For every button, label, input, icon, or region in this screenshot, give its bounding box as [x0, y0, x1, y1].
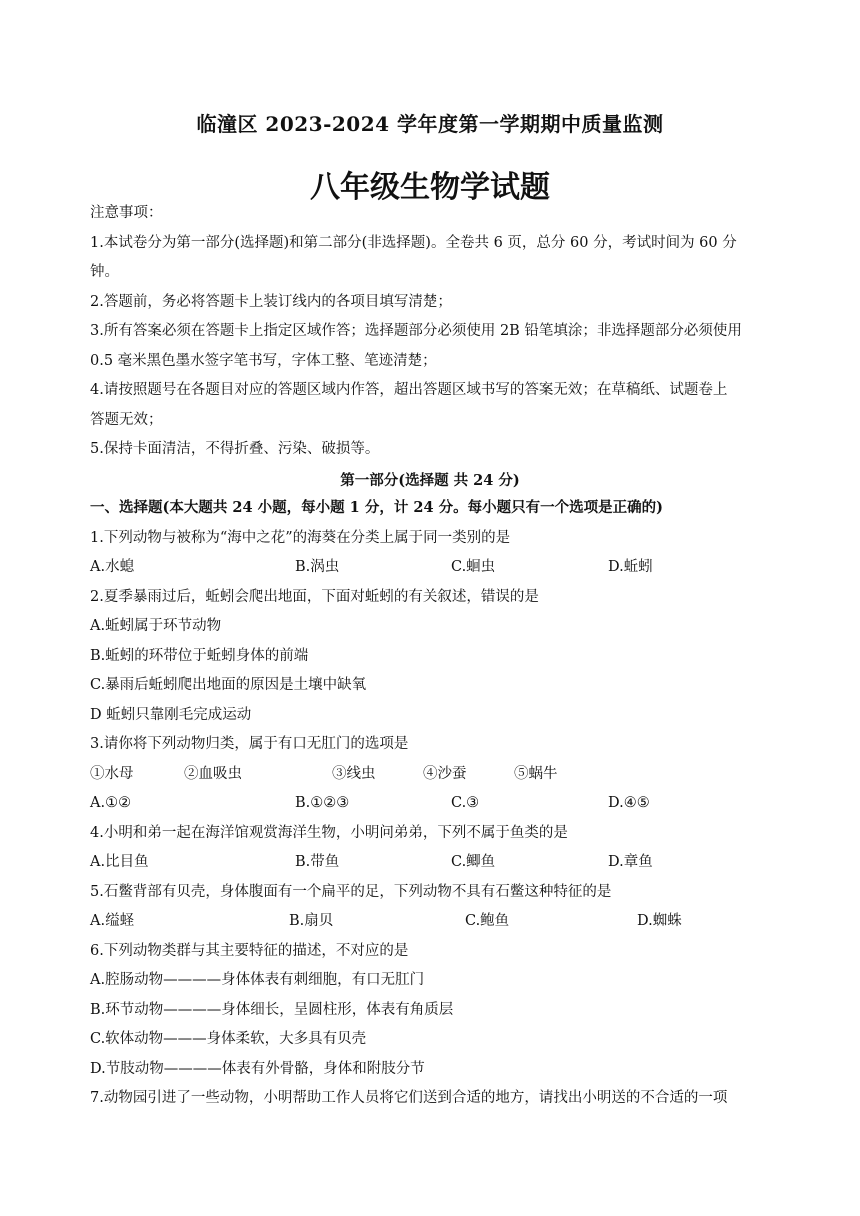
question-6-option-a: A.腔肠动物————身体体表有刺细胞，有口无肛门: [90, 972, 425, 988]
question-3-item-5: ⑤蜗牛: [514, 766, 558, 782]
question-3-item-4: ④沙蚕: [423, 766, 467, 782]
question-2-option-d: D 蚯蚓只靠刚毛完成运动: [90, 707, 252, 723]
question-2-option-a: A.蚯蚓属于环节动物: [90, 618, 222, 634]
notice-item-5: 5.保持卡面清洁，不得折叠、污染、破损等。: [90, 441, 380, 457]
notice-item-1-cont: 钟。: [90, 264, 119, 280]
notice-item-3: 3.所有答案必须在答题卡上指定区域作答；选择题部分必须使用 2B 铅笔填涂；非选择题部分必须使用: [90, 323, 742, 339]
notice-item-4-cont: 答题无效；: [90, 412, 163, 428]
question-3-item-2: ②血吸虫: [184, 766, 242, 782]
question-5-option-c: C.鲍鱼: [465, 913, 510, 929]
question-1-option-a: A.水螅: [90, 559, 135, 575]
exam-title: 临潼区 2023-2024 学年度第一学期期中质量监测: [196, 112, 664, 136]
question-7-stem: 7.动物园引进了一些动物，小明帮助工作人员将它们送到合适的地方，请找出小明送的不合适的一项: [90, 1090, 728, 1106]
notice-heading: 注意事项：: [90, 205, 163, 221]
question-3-stem: 3.请你将下列动物归类，属于有口无肛门的选项是: [90, 736, 409, 752]
part1-heading: 第一部分(选择题 共 24 分): [340, 472, 520, 489]
question-5-option-a: A.缢蛏: [90, 913, 135, 929]
question-2-option-c: C.暴雨后蚯蚓爬出地面的原因是土壤中缺氧: [90, 677, 367, 693]
question-5-stem: 5.石鳖背部有贝壳，身体腹面有一个扁平的足，下列动物不具有石鳖这种特征的是: [90, 884, 612, 900]
question-3-option-c: C.③: [451, 795, 480, 811]
notice-item-3-cont: 0.5 毫米黑色墨水签字笔书写，字体工整、笔迹清楚；: [90, 353, 437, 369]
question-1-option-b: B.涡虫: [295, 559, 340, 575]
question-3-item-1: ①水母: [90, 766, 134, 782]
question-4-option-a: A.比目鱼: [90, 854, 149, 870]
question-1-stem: 1.下列动物与被称为“海中之花”的海葵在分类上属于同一类别的是: [90, 530, 511, 546]
question-3-option-a: A.①②: [90, 795, 132, 811]
exam-subtitle: 八年级生物学试题: [310, 170, 550, 205]
question-4-option-c: C.鲫鱼: [451, 854, 496, 870]
question-4-option-d: D.章鱼: [608, 854, 653, 870]
section-instructions: 一、选择题(本大题共 24 小题，每小题 1 分，计 24 分。每小题只有一个选项是正确的): [90, 499, 663, 516]
question-4-stem: 4.小明和弟一起在海洋馆观赏海洋生物，小明问弟弟，下列不属于鱼类的是: [90, 825, 568, 841]
question-6-option-c: C.软体动物———身体柔软，大多具有贝壳: [90, 1031, 367, 1047]
question-1-option-c: C.蛔虫: [451, 559, 496, 575]
notice-item-4: 4.请按照题号在各题目对应的答题区域内作答，超出答题区域书写的答案无效；在草稿纸、试题卷上: [90, 382, 728, 398]
question-1-option-d: D.蚯蚓: [608, 559, 653, 575]
question-3-option-d: D.④⑤: [608, 795, 650, 811]
question-5-option-b: B.扇贝: [289, 913, 334, 929]
question-3-option-b: B.①②③: [295, 795, 350, 811]
question-6-option-d: D.节肢动物————体表有外骨骼，身体和附肢分节: [90, 1061, 425, 1077]
question-2-option-b: B.蚯蚓的环带位于蚯蚓身体的前端: [90, 648, 309, 664]
question-4-option-b: B.带鱼: [295, 854, 340, 870]
notice-item-2: 2.答题前，务必将答题卡上装订线内的各项目填写清楚；: [90, 294, 452, 310]
question-5-option-d: D.蜘蛛: [637, 913, 682, 929]
notice-item-1: 1.本试卷分为第一部分(选择题)和第二部分(非选择题)。全卷共 6 页，总分 60 分，考试时间为 60 分: [90, 235, 737, 251]
question-3-item-3: ③线虫: [332, 766, 376, 782]
question-6-option-b: B.环节动物————身体细长，呈圆柱形，体表有角质层: [90, 1002, 454, 1018]
question-6-stem: 6.下列动物类群与其主要特征的描述，不对应的是: [90, 943, 409, 959]
question-2-stem: 2.夏季暴雨过后，蚯蚓会爬出地面，下面对蚯蚓的有关叙述，错误的是: [90, 589, 539, 605]
